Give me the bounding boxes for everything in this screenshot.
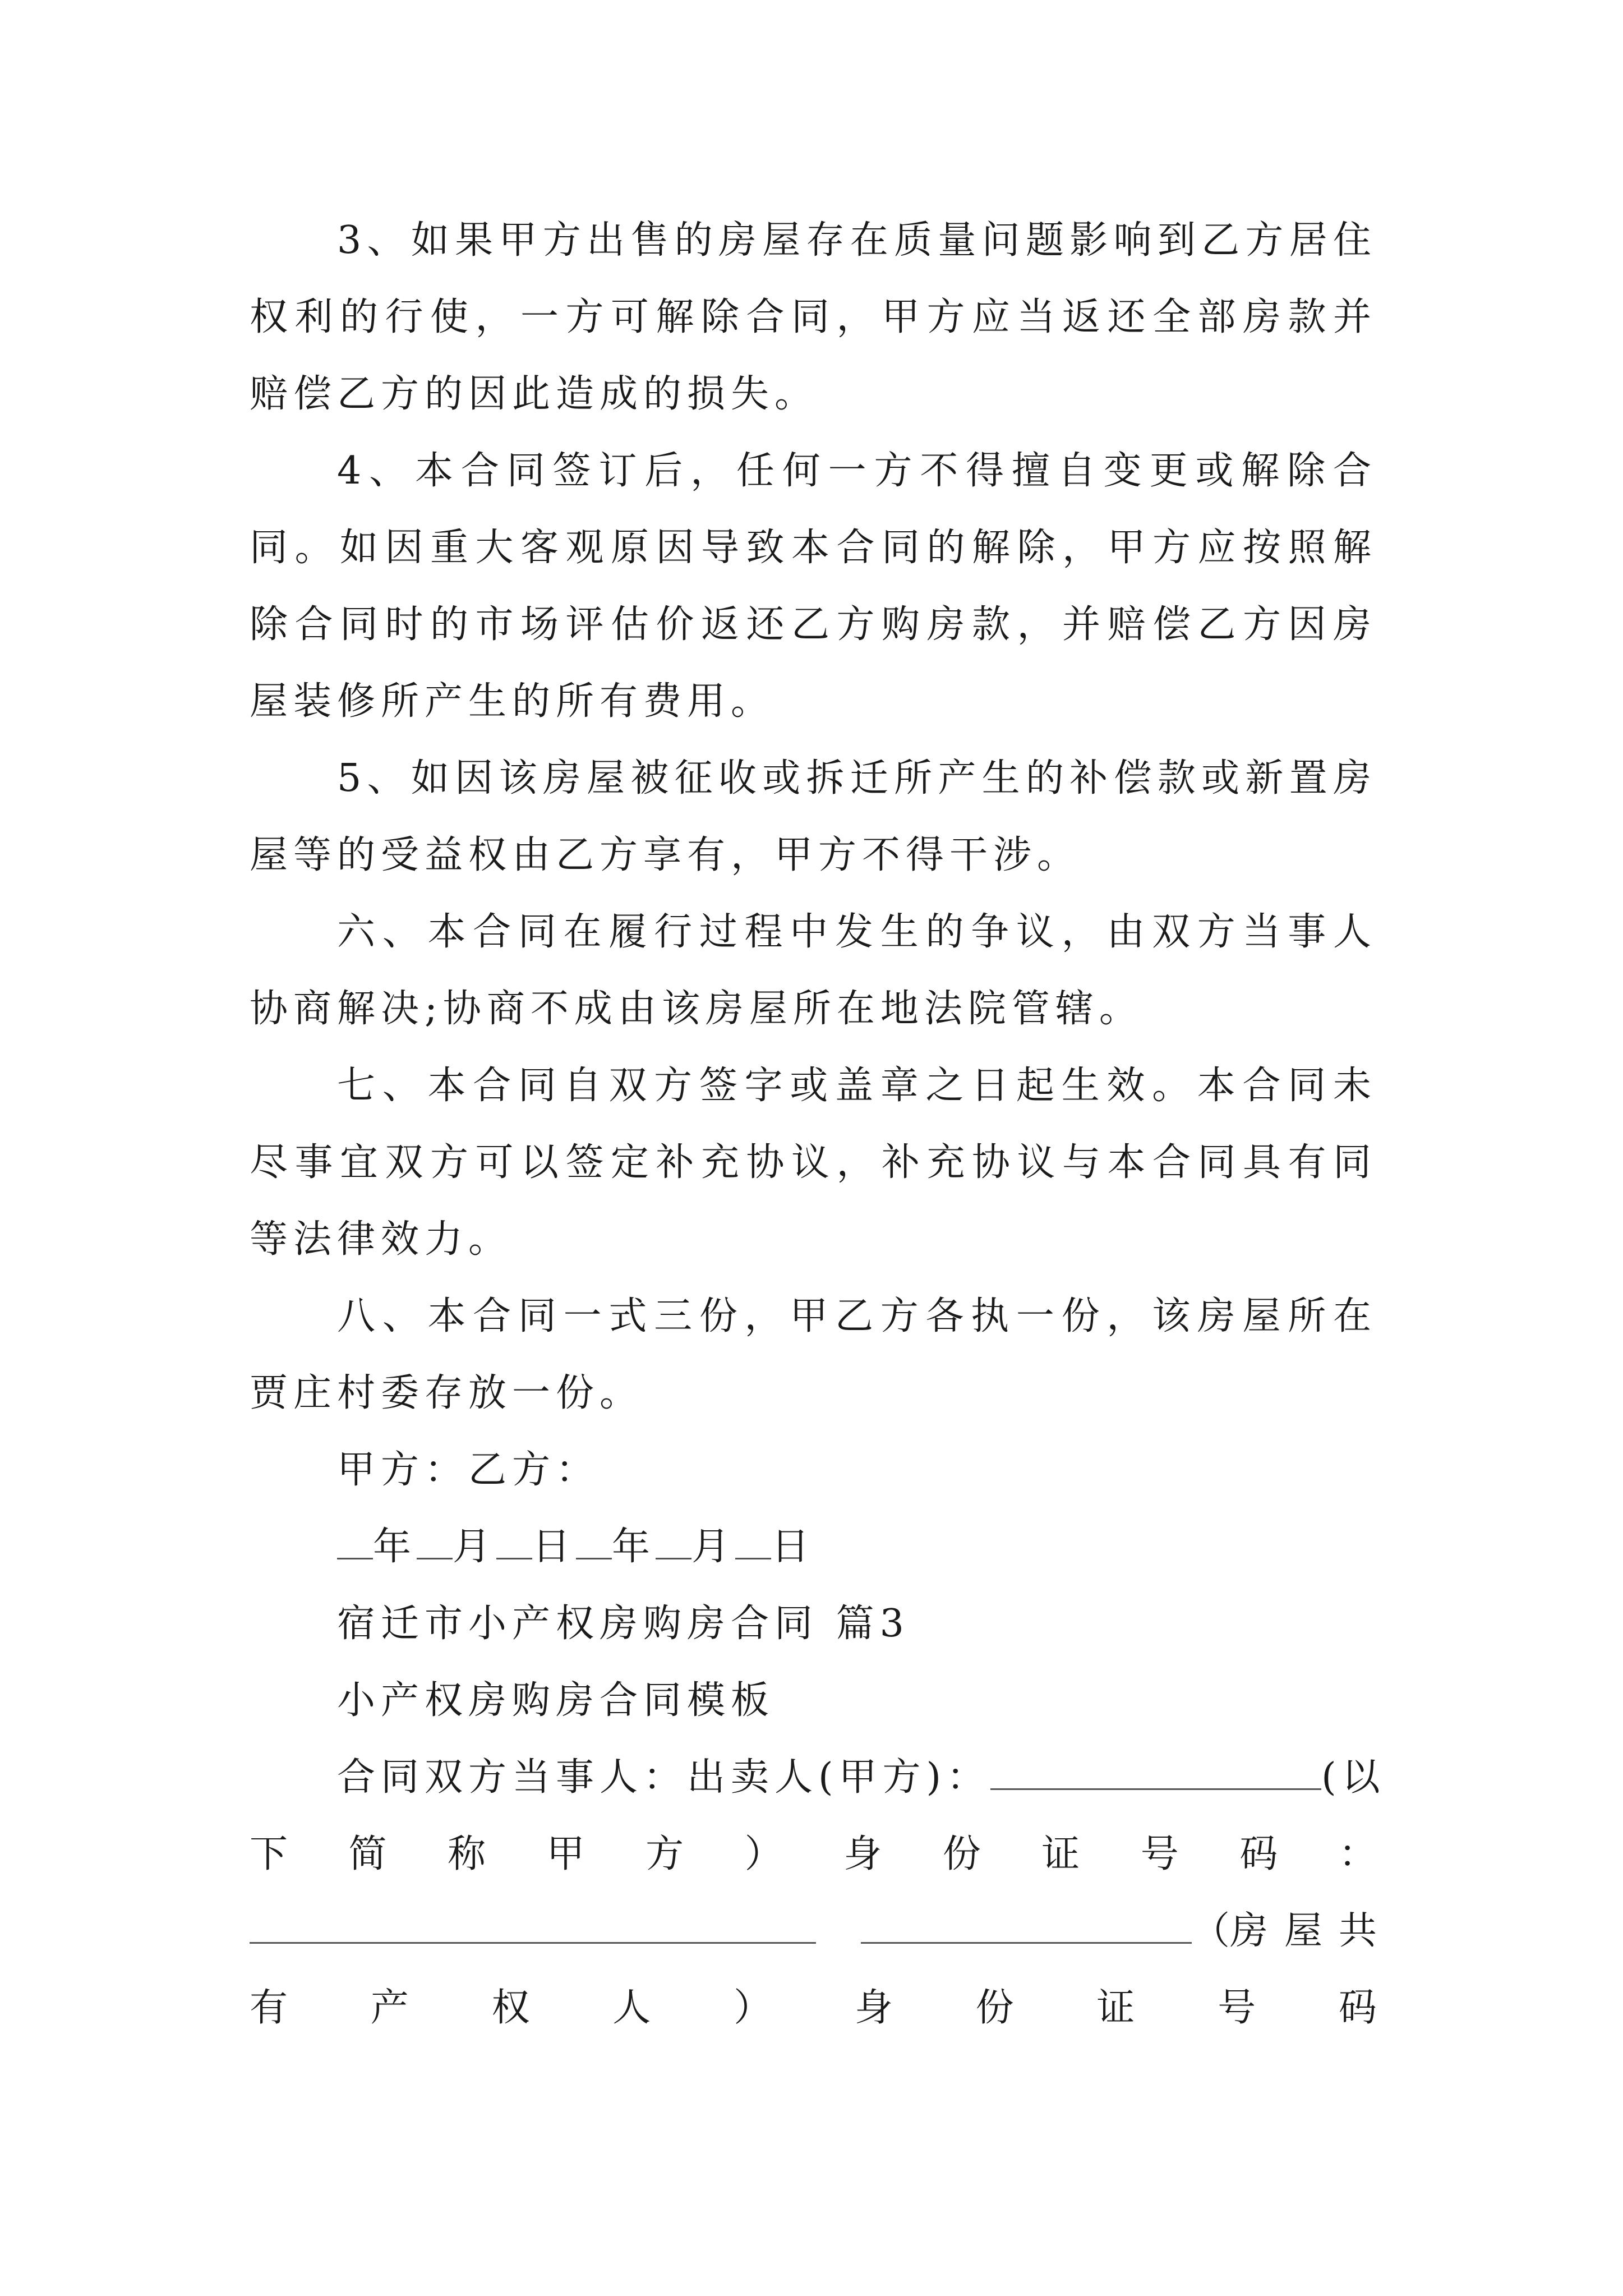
id-line-2-char: 证 bbox=[1096, 1986, 1135, 2030]
id-line-1-char: 下 bbox=[250, 1832, 288, 1876]
day-label-1: 日 bbox=[532, 1525, 577, 1569]
id-line-1-char: 号 bbox=[1140, 1832, 1179, 1876]
parties-suffix: (以 bbox=[1321, 1755, 1386, 1800]
blank-year-2 bbox=[576, 1525, 612, 1559]
signature-parties: 甲方：乙方： bbox=[337, 1448, 600, 1492]
id-line-1-char: 证 bbox=[1041, 1832, 1080, 1876]
id-line-1-char: 码 bbox=[1239, 1832, 1278, 1876]
clause-3: 3、如果甲方出售的房屋存在质量问题影响到乙方居住权利的行使，一方可解除合同，甲方应当返还全部房款并赔偿乙方的因此造成的损失。 bbox=[250, 218, 1377, 416]
month-label-2: 月 bbox=[691, 1525, 736, 1569]
id-line-2-char: 码 bbox=[1338, 1986, 1377, 2030]
id-line-1 bbox=[250, 1816, 1377, 1893]
id-line-2 bbox=[250, 1970, 1377, 2046]
blank-month-1 bbox=[417, 1525, 453, 1559]
blank-day-1 bbox=[496, 1525, 532, 1559]
id-line-2-char: 产 bbox=[370, 1986, 409, 2030]
id-line-1-char: 称 bbox=[448, 1832, 486, 1876]
co-owner-group bbox=[861, 1893, 1377, 1970]
year-label-2: 年 bbox=[612, 1525, 656, 1569]
id-line-2-char: 身 bbox=[854, 1986, 893, 2030]
blank-month-2 bbox=[656, 1525, 691, 1559]
blank-year-1 bbox=[337, 1525, 373, 1559]
seller-name-blank bbox=[990, 1756, 1321, 1790]
day-label-2: 日 bbox=[771, 1525, 815, 1569]
id-line-1-char: 方 bbox=[645, 1832, 684, 1876]
id-line-1-char: ： bbox=[1338, 1832, 1377, 1876]
co-owner-label-char: 屋 bbox=[1284, 1909, 1322, 1953]
co-owner-label-char: （房 bbox=[1192, 1909, 1269, 1953]
id-line-2-char: 权 bbox=[491, 1986, 530, 2030]
co-owner-label bbox=[1192, 1893, 1377, 1970]
section-title: 宿迁市小产权房购房合同 篇3 bbox=[337, 1602, 910, 1646]
document-body bbox=[250, 202, 1386, 2046]
co-owner-line bbox=[250, 1893, 1377, 1970]
month-label-1: 月 bbox=[453, 1525, 497, 1569]
id-line-2-char: 有 bbox=[250, 1986, 288, 2030]
seller-id-blank bbox=[250, 1910, 816, 1944]
parties-line bbox=[250, 1739, 1386, 1816]
co-owner-label-char: 共 bbox=[1338, 1909, 1377, 1953]
year-label-1: 年 bbox=[373, 1525, 417, 1569]
signature-dates bbox=[250, 1508, 1377, 1585]
clause-7: 七、本合同自双方签字或盖章之日起生效。本合同未尽事宜双方可以签定补充协议，补充协议与本合同具有同等法律效力。 bbox=[250, 1064, 1377, 1262]
id-line-2-char: 份 bbox=[975, 1986, 1014, 2030]
id-line-1-char: ） bbox=[744, 1832, 783, 1876]
id-line-2-char: 人 bbox=[612, 1986, 651, 2030]
id-line-2-char: 号 bbox=[1218, 1986, 1256, 2030]
id-line-1-char: 份 bbox=[942, 1832, 981, 1876]
parties-prefix: 合同双方当事人：出卖人(甲方)： bbox=[337, 1755, 991, 1800]
co-owner-name-blank bbox=[861, 1910, 1192, 1944]
id-line-2-char: ） bbox=[734, 1986, 772, 2030]
clause-8: 八、本合同一式三份，甲乙方各执一份，该房屋所在贾庄村委存放一份。 bbox=[250, 1294, 1377, 1415]
template-title: 小产权房购房合同模板 bbox=[337, 1678, 775, 1723]
clause-4: 4、本合同签订后，任何一方不得擅自变更或解除合同。如因重大客观原因导致本合同的解除，甲方应按照解除合同时的市场评估价返还乙方购房款，并赔偿乙方因房屋装修所产生的所有费用。 bbox=[250, 449, 1377, 724]
clause-6: 六、本合同在履行过程中发生的争议，由双方当事人协商解决;协商不成由该房屋所在地法院管辖。 bbox=[250, 910, 1377, 1031]
clause-5: 5、如因该房屋被征收或拆迁所产生的补偿款或新置房屋等的受益权由乙方享有，甲方不得干涉。 bbox=[250, 756, 1377, 877]
blank-day-2 bbox=[735, 1525, 771, 1559]
id-line-1-char: 身 bbox=[843, 1832, 882, 1876]
id-line-1-char: 简 bbox=[348, 1832, 387, 1876]
id-line-1-char: 甲 bbox=[546, 1832, 585, 1876]
